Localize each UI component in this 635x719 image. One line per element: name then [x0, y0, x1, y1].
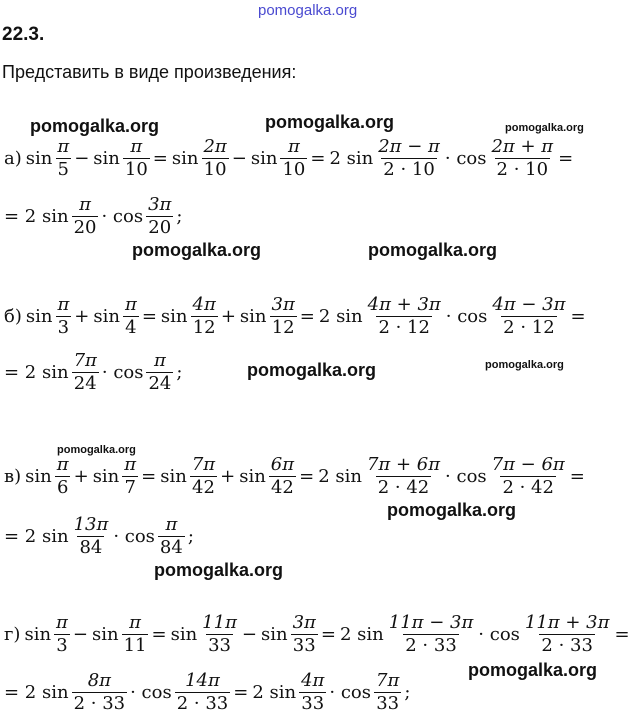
punct: ;: [176, 361, 183, 383]
fraction: $\frac{3\pi}{12}$: [271, 294, 295, 338]
fn: sin: [170, 623, 198, 645]
equation-a-line1: [2, 138, 575, 179]
fraction: $\frac{\pi}{4}$: [124, 294, 137, 338]
fraction: $\frac{7\pi + 6\pi}{2 \cdot 42}$: [366, 454, 441, 498]
operator: =: [233, 681, 249, 703]
fraction: $\frac{\pi}{10}$: [282, 136, 306, 180]
operator: −: [74, 147, 90, 169]
fn: · cos: [444, 147, 487, 169]
fn: sin: [92, 465, 120, 487]
fn: · cos: [445, 465, 487, 487]
operator: =: [151, 623, 167, 645]
watermark: pomogalka.org: [468, 660, 598, 680]
fn: sin: [171, 147, 199, 169]
operator: =: [558, 147, 574, 169]
fraction: $\frac{7\pi}{33}$: [376, 670, 400, 714]
fn: · cos: [445, 305, 488, 327]
fraction: $\frac{11\pi - 3\pi}{2 \cdot 33}$: [388, 612, 474, 656]
fraction: $\frac{3\pi}{33}$: [292, 612, 316, 656]
operator: +: [73, 465, 89, 487]
fraction: $\frac{6\pi}{42}$: [270, 454, 295, 498]
operator: +: [220, 465, 236, 487]
fn: 2 sin: [252, 681, 297, 703]
operator: −: [231, 147, 247, 169]
fraction: $\frac{14\pi}{2 \cdot 33}$: [176, 670, 229, 714]
fraction: $\frac{\pi}{7}$: [124, 454, 137, 498]
fn: sin: [239, 305, 267, 327]
fn: 2 sin: [329, 147, 374, 169]
problem-number: 22.3.: [2, 24, 45, 45]
fraction: $\frac{4\pi}{12}$: [192, 294, 216, 338]
watermark-top: pomogalka.org: [258, 2, 358, 19]
operator: =: [614, 623, 630, 645]
fn: sin: [25, 305, 53, 327]
item-label: в): [4, 465, 22, 487]
operator: =: [152, 147, 168, 169]
fraction: $\frac{2\pi + \pi}{2 \cdot 10}$: [491, 136, 554, 180]
fraction: $\frac{\pi}{5}$: [57, 136, 70, 180]
fn: · cos: [329, 681, 372, 703]
item-label: б): [4, 305, 22, 327]
equation-g-line1: [2, 614, 632, 655]
operator: −: [72, 623, 88, 645]
equation-g-line2: [2, 672, 412, 713]
fraction: $\frac{3\pi}{20}$: [148, 194, 172, 238]
watermark: pomogalka.org: [265, 112, 395, 132]
fn: sin: [261, 623, 288, 645]
watermark: pomogalka.org: [485, 359, 564, 371]
fraction: $\frac{\pi}{11}$: [123, 612, 147, 656]
fn: sin: [239, 465, 266, 487]
fn: sin: [160, 305, 188, 327]
fraction: $\frac{4\pi - 3\pi}{2 \cdot 12}$: [492, 294, 566, 338]
fn: · cos: [113, 525, 155, 547]
watermark: pomogalka.org: [57, 444, 136, 456]
fn: 2 sin: [339, 623, 384, 645]
operator: =: [141, 465, 157, 487]
equation-v-line1: [2, 456, 587, 497]
operator: =: [569, 465, 585, 487]
fraction: $\frac{7\pi - 6\pi}{2 \cdot 42}$: [491, 454, 565, 498]
watermark: pomogalka.org: [387, 500, 517, 520]
equation-a-line2: [2, 196, 184, 237]
fraction: $\frac{11\pi}{33}$: [202, 612, 237, 656]
watermark: pomogalka.org: [132, 240, 262, 260]
fn: = 2 sin: [4, 681, 69, 703]
watermark: pomogalka.org: [505, 122, 584, 134]
equation-v-line2: [2, 516, 196, 557]
task-statement: Представить в виде произведения:: [2, 62, 297, 82]
fraction: $\frac{\pi}{3}$: [56, 612, 68, 656]
fn: sin: [160, 465, 187, 487]
fn: · cos: [130, 681, 172, 703]
watermark: pomogalka.org: [368, 240, 498, 260]
operator: =: [310, 147, 326, 169]
operator: =: [299, 465, 315, 487]
fraction: $\frac{11\pi + 3\pi}{2 \cdot 33}$: [524, 612, 610, 656]
fraction: $\frac{7\pi}{42}$: [191, 454, 216, 498]
fraction: $\frac{\pi}{6}$: [56, 454, 69, 498]
operator: −: [241, 623, 257, 645]
fn: · cos: [478, 623, 520, 645]
fraction: $\frac{4\pi + 3\pi}{2 \cdot 12}$: [367, 294, 441, 338]
fraction: $\frac{4\pi}{33}$: [301, 670, 325, 714]
operator: =: [570, 305, 586, 327]
watermark: pomogalka.org: [30, 116, 160, 136]
operator: +: [74, 305, 90, 327]
fraction: $\frac{\pi}{24}$: [148, 350, 172, 394]
fraction: $\frac{13\pi}{84}$: [73, 514, 109, 558]
watermark: pomogalka.org: [247, 360, 377, 380]
fn: 2 sin: [318, 305, 363, 327]
fn: sin: [91, 623, 119, 645]
fn: sin: [24, 623, 52, 645]
fraction: $\frac{8\pi}{2 \cdot 33}$: [73, 670, 126, 714]
fn: = 2 sin: [4, 361, 69, 383]
watermark: pomogalka.org: [154, 560, 284, 580]
fn: = 2 sin: [4, 525, 69, 547]
fn: sin: [250, 147, 278, 169]
fn: sin: [93, 305, 120, 327]
fraction: $\frac{2\pi - \pi}{2 \cdot 10}$: [378, 136, 440, 180]
equation-b-line1: [2, 296, 588, 337]
operator: =: [141, 305, 157, 327]
fn: 2 sin: [318, 465, 362, 487]
punct: ;: [176, 205, 183, 227]
fraction: $\frac{\pi}{84}$: [159, 514, 183, 558]
fn: = 2 sin: [4, 205, 69, 227]
fraction: $\frac{2\pi}{10}$: [203, 136, 227, 180]
fraction: $\frac{\pi}{10}$: [124, 136, 148, 180]
fraction: $\frac{7\pi}{24}$: [73, 350, 97, 394]
operator: =: [320, 623, 336, 645]
operator: +: [220, 305, 236, 327]
item-label: г): [4, 623, 21, 645]
fn: sin: [25, 465, 52, 487]
fraction: $\frac{\pi}{20}$: [73, 194, 97, 238]
fn: sin: [93, 147, 120, 169]
equation-b-line2: [2, 352, 184, 393]
punct: ;: [404, 681, 411, 703]
punct: ;: [187, 525, 194, 547]
fn: · cos: [101, 361, 144, 383]
operator: =: [299, 305, 315, 327]
fn: · cos: [101, 205, 144, 227]
fn: sin: [25, 147, 53, 169]
fraction: $\frac{\pi}{3}$: [57, 294, 70, 338]
item-label: а): [4, 147, 22, 169]
